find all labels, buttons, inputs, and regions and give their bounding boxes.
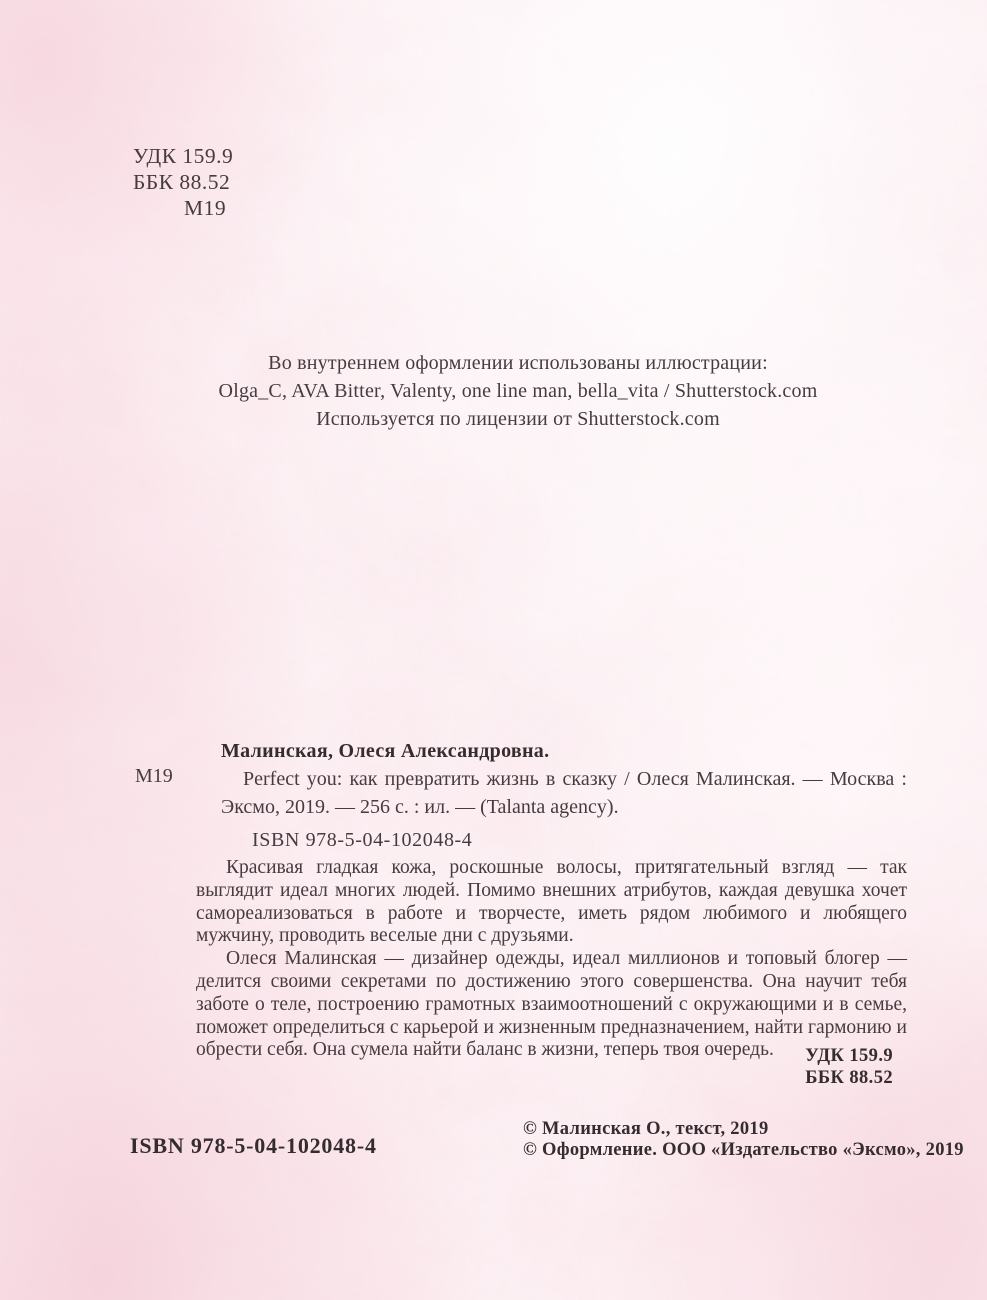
bbk-code: ББК 88.52	[133, 170, 231, 194]
credits-line-1: Во внутреннем оформлении использованы иллюстрации:	[268, 352, 768, 374]
catalog-isbn: ISBN 978-5-04-102048-4	[252, 829, 473, 851]
annotation-paragraph-1: Красивая гладкая кожа, роскошные волосы, притягательный взгляд — так выглядит идеал многих людей. Помимо внешних атрибутов, каждая девушка хочет самореализоваться в работе и творчесте, иметь рядом любимого и любящего мужчину, проводить веселые дни с друзьями.	[196, 857, 907, 947]
copyright-publisher-design: © Оформление. ООО «Издательство «Эксмо», 2019	[523, 1140, 964, 1160]
catalog-description: Perfect you: как превратить жизнь в сказку / Олеся Малинская. — Москва : Эксмо, 2019. — 256 с. : ил. — (Talanta agency).	[221, 768, 907, 818]
copyright-block	[523, 1119, 964, 1161]
catalog-author-sign: М19	[135, 765, 173, 787]
author-sign: М19	[184, 196, 227, 220]
top-classification-codes	[133, 143, 233, 221]
annotation-block	[196, 857, 907, 1062]
catalog-author-heading: Малинская, Олеся Александровна.	[221, 740, 550, 762]
illustration-credits	[130, 349, 906, 433]
bbk-code-bottom: ББК 88.52	[805, 1067, 893, 1088]
catalog-card-entry	[221, 737, 907, 821]
annotation-paragraph-2: Олеся Малинская — дизайнер одежды, идеал миллионов и топовый блогер — делится своими секретами по достижению этого совершенства. Она научит тебя заботе о теле, построению грамотных взаимоотношений с окружающими и в семье, поможет определиться с карьерой и жизненным предназначением, найти гармонию и обрести себя. Она сумела найти баланс в жизни, теперь твоя очередь.	[196, 948, 907, 1061]
copyright-author-text: © Малинская О., текст, 2019	[523, 1119, 769, 1139]
bottom-classification-codes	[805, 1046, 893, 1089]
udk-code: УДК 159.9	[133, 144, 234, 168]
credits-line-3: Используется по лицензии от Shutterstock.com	[316, 408, 720, 430]
footer-isbn: ISBN 978-5-04-102048-4	[130, 1133, 377, 1158]
udk-code-bottom: УДК 159.9	[805, 1046, 893, 1066]
credits-line-2: Olga_C, AVA Bitter, Valenty, one line man, bella_vita / Shutterstock.com	[218, 380, 818, 402]
